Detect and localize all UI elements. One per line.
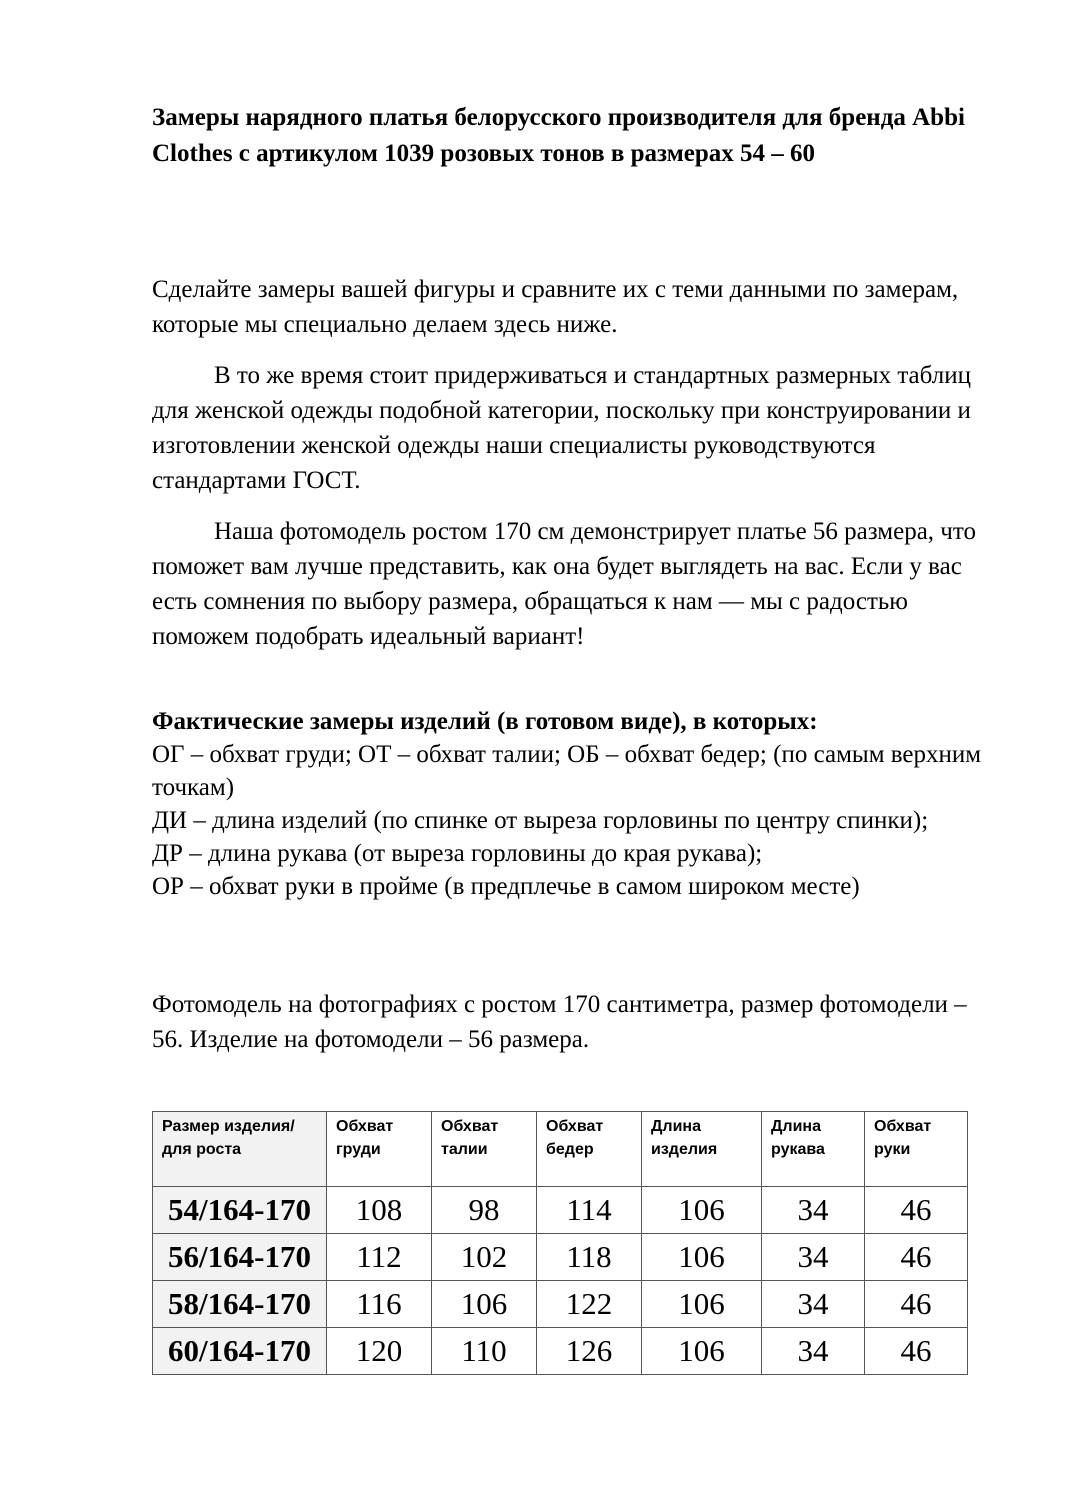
hips-cell: 114 <box>537 1187 642 1234</box>
arm-cell: 46 <box>865 1281 968 1328</box>
waist-cell: 110 <box>432 1328 537 1375</box>
header-waist: Обхват талии <box>432 1112 537 1187</box>
table-row <box>153 1187 968 1234</box>
legend-line-sleeve: ДР – длина рукава (от выреза горловины до края рукава); <box>152 840 763 867</box>
gost-paragraph: В то же время стоит придерживаться и стандартных размерных таблиц для женской одежды подобной категории, поскольку при конструировании и изготовлении женской одежды наши специалисты руководствуются стандартами ГОСТ. <box>152 362 971 494</box>
header-length: Длина изделия <box>642 1112 762 1187</box>
sleeve-cell: 34 <box>762 1328 865 1375</box>
waist-cell: 102 <box>432 1234 537 1281</box>
length-cell: 106 <box>642 1187 762 1234</box>
length-cell: 106 <box>642 1234 762 1281</box>
waist-cell: 106 <box>432 1281 537 1328</box>
chest-cell: 120 <box>327 1328 432 1375</box>
arm-cell: 46 <box>865 1328 968 1375</box>
length-cell: 106 <box>642 1281 762 1328</box>
table-row <box>153 1281 968 1328</box>
hips-cell: 126 <box>537 1328 642 1375</box>
model-note: Фотомодель на фотографиях с ростом 170 сантиметра, размер фотомодели – 56. Изделие на фотомодели – 56 размера. <box>152 991 967 1053</box>
size-cell: 54/164-170 <box>153 1187 327 1234</box>
size-cell: 58/164-170 <box>153 1281 327 1328</box>
chest-cell: 116 <box>327 1281 432 1328</box>
chest-cell: 108 <box>327 1187 432 1234</box>
legend-line-arm: ОР – обхват руки в пройме (в предплечье в самом широком месте) <box>152 873 860 900</box>
length-cell: 106 <box>642 1328 762 1375</box>
header-chest: Обхват груди <box>327 1112 432 1187</box>
header-sleeve: Длина рукава <box>762 1112 865 1187</box>
header-hips: Обхват бедер <box>537 1112 642 1187</box>
header-arm: Обхват руки <box>865 1112 968 1187</box>
legend-line-girths: ОГ – обхват груди; ОТ – обхват талии; ОБ – обхват бедер; (по самым верхним точкам) <box>152 741 982 801</box>
size-cell: 56/164-170 <box>153 1234 327 1281</box>
intro-paragraph: Сделайте замеры вашей фигуры и сравните их с теми данными по замерам, которые мы специально делаем здесь ниже. <box>152 276 959 338</box>
sleeve-cell: 34 <box>762 1281 865 1328</box>
table-header-row <box>153 1112 968 1187</box>
waist-cell: 98 <box>432 1187 537 1234</box>
table-row <box>153 1234 968 1281</box>
hips-cell: 122 <box>537 1281 642 1328</box>
legend-line-length: ДИ – длина изделий (по спинке от выреза горловины по центру спинки); <box>152 807 929 834</box>
measurement-legend <box>152 705 992 903</box>
sleeve-cell: 34 <box>762 1187 865 1234</box>
document-title: Замеры нарядного платья белорусского производителя для бренда Abbi Clothes с артикулом 1039 розовых тонов в размерах 54 – 60 <box>152 104 965 167</box>
size-table <box>152 1111 968 1375</box>
size-cell: 60/164-170 <box>153 1328 327 1375</box>
header-size: Размер изделия/для роста <box>153 1112 327 1187</box>
hips-cell: 118 <box>537 1234 642 1281</box>
chest-cell: 112 <box>327 1234 432 1281</box>
legend-heading: Фактические замеры изделий (в готовом виде), в которых: <box>152 708 818 735</box>
model-paragraph: Наша фотомодель ростом 170 см демонстрирует платье 56 размера, что поможет вам лучше представить, как она будет выглядеть на вас. Если у вас есть сомнения по выбору размера, обращаться к нам — мы с радостью поможем подобрать идеальный вариант! <box>152 518 976 650</box>
arm-cell: 46 <box>865 1187 968 1234</box>
table-row <box>153 1328 968 1375</box>
arm-cell: 46 <box>865 1234 968 1281</box>
sleeve-cell: 34 <box>762 1234 865 1281</box>
